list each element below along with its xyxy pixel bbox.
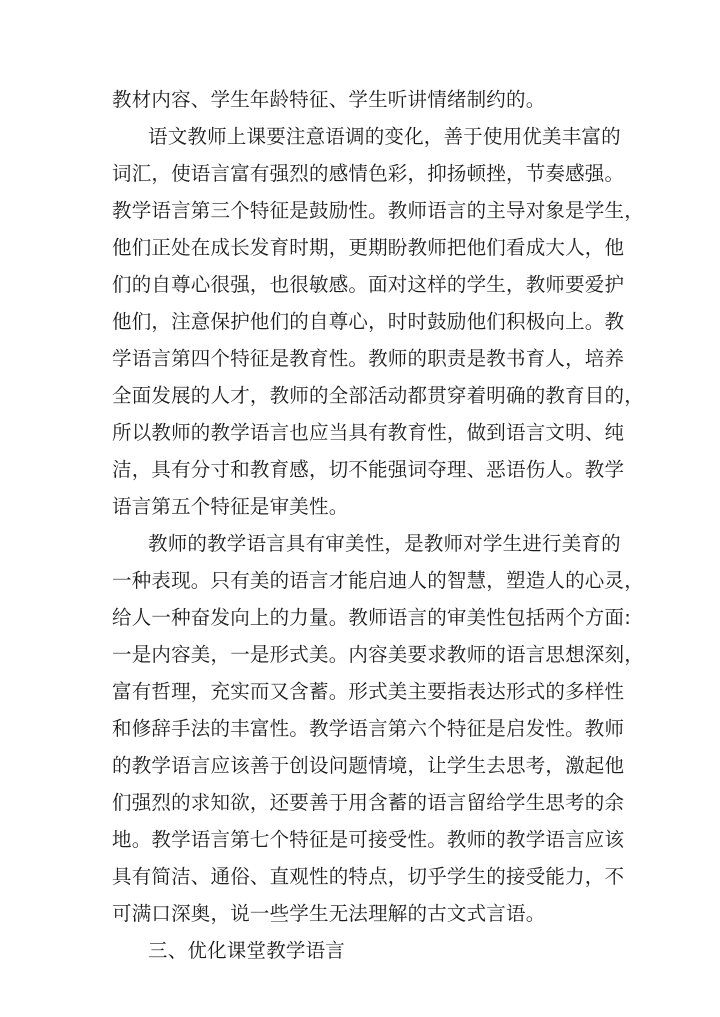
text-line: 们的自尊心很强，也很敏感。面对这样的学生，教师要爱护	[112, 273, 625, 296]
text-line: 和修辞手法的丰富性。教学语言第六个特征是启发性。教师	[112, 717, 625, 740]
section-heading: 三、优化课堂教学语言	[148, 939, 346, 962]
text-line: 词汇，使语言富有强烈的感情色彩，抑扬顿挫，节奏感强。	[112, 162, 625, 185]
text-line: 一种表现。只有美的语言才能启迪人的智慧，塑造人的心灵，	[112, 569, 644, 592]
text-line: 他们，注意保护他们的自尊心，时时鼓励他们积极向上。教	[112, 310, 625, 333]
text-line: 的教学语言应该善于创设问题情境，让学生去思考，激起他	[112, 754, 625, 777]
text-line: 学语言第四个特征是教育性。教师的职责是教书育人，培养	[112, 347, 625, 370]
text-line: 教材内容、学生年龄特征、学生听讲情绪制约的。	[112, 88, 546, 111]
text-line: 给人一种奋发向上的力量。教师语言的审美性包括两个方面:	[112, 606, 631, 629]
text-line: 教学语言第三个特征是鼓励性。教师语言的主导对象是学生，	[112, 199, 644, 222]
text-line: 地。教学语言第七个特征是可接受性。教师的教学语言应该	[112, 828, 625, 851]
text-line: 富有哲理，充实而又含蓄。形式美主要指表达形式的多样性	[112, 680, 625, 703]
text-line: 们强烈的求知欲，还要善于用含蓄的语言留给学生思考的余	[112, 791, 625, 814]
text-line: 可满口深奥，说一些学生无法理解的古文式言语。	[112, 902, 546, 925]
text-line: 他们正处在成长发育时期，更期盼教师把他们看成大人，他	[112, 236, 625, 259]
text-line: 洁，具有分寸和教育感，切不能强词夺理、恶语伤人。教学	[112, 458, 625, 481]
paragraph-first-line: 教师的教学语言具有审美性，是教师对学生进行美育的	[148, 532, 621, 555]
paragraph-first-line: 语文教师上课要注意语调的变化，善于使用优美丰富的	[148, 125, 621, 148]
text-line: 具有简洁、通俗、直观性的特点，切乎学生的接受能力，不	[112, 865, 625, 888]
text-line: 一是内容美，一是形式美。内容美要求教师的语言思想深刻，	[112, 643, 644, 666]
text-line: 语言第五个特征是审美性。	[112, 495, 349, 518]
text-line: 全面发展的人才，教师的全部活动都贯穿着明确的教育目的，	[112, 384, 644, 407]
text-line: 所以教师的教学语言也应当具有教育性，做到语言文明、纯	[112, 421, 625, 444]
